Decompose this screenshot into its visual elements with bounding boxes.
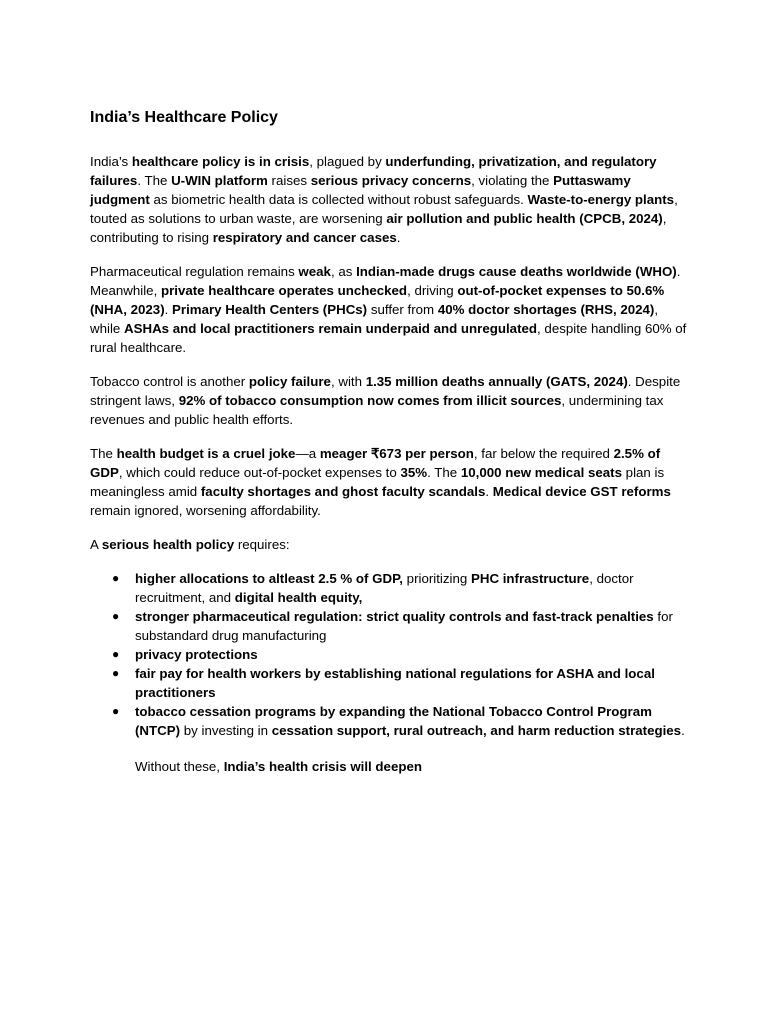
text-run: . (164, 302, 173, 317)
bold-text-run: Waste-to-energy plants (527, 192, 675, 207)
text-run: , as (330, 264, 357, 279)
bold-text-run: private healthcare operates unchecked (160, 283, 408, 298)
text-run: . Meanwhile, (90, 264, 681, 298)
bold-text-run: Medical device GST reforms (492, 484, 671, 499)
bold-text-run: Puttaswamy judgment (90, 173, 631, 207)
list-item (90, 569, 690, 607)
text-run: for substandard drug manufacturing (135, 609, 673, 643)
text-run: . The (427, 465, 461, 480)
bold-text-run: faculty shortages and ghost faculty scandals (200, 484, 486, 499)
text-run: , touted as solutions to urban waste, are worsening (90, 192, 678, 226)
text-run: by investing in (180, 723, 272, 738)
text-run: . (485, 484, 493, 499)
bold-text-run: digital health equity, (234, 590, 363, 605)
text-run: Tobacco control is another (90, 374, 249, 389)
bullet-icon: ● (112, 704, 120, 718)
text-run: plan is meaningless amid (90, 465, 665, 499)
text-run: The (90, 446, 117, 461)
requirements-list (90, 569, 690, 740)
bold-text-run: out-of-pocket expenses to 50.6% (NHA, 2023) (90, 283, 665, 317)
bold-text-run: 92% of tobacco consumption now comes from illicit sources (178, 393, 562, 408)
text-run: prioritizing (402, 571, 471, 586)
text-run: . Despite stringent laws, (90, 374, 681, 408)
text-run: requires: (234, 537, 290, 552)
bullet-icon: ● (112, 609, 120, 623)
bold-text-run: 2.5% of GDP (90, 446, 661, 480)
text-run: Pharmaceutical regulation remains (90, 264, 299, 279)
text-run: —a (295, 446, 320, 461)
bold-text-run: U-WIN platform (171, 173, 268, 188)
bold-text-run: health budget is a cruel joke (116, 446, 296, 461)
bold-text-run: healthcare policy is in crisis (131, 154, 310, 169)
bold-text-run: PHC infrastructure (470, 571, 590, 586)
bold-text-run: policy failure (248, 374, 331, 389)
bold-text-run: weak (298, 264, 331, 279)
text-run: , with (330, 374, 366, 389)
text-run: , driving (407, 283, 458, 298)
bold-text-run: Primary Health Centers (PHCs) (172, 302, 368, 317)
bullet-icon: ● (112, 571, 120, 585)
text-run: , undermining tax revenues and public health efforts. (90, 393, 664, 427)
document-page (90, 108, 690, 776)
bold-text-run: 35% (400, 465, 428, 480)
text-run: , while (90, 302, 659, 336)
text-run: , far below the required (473, 446, 614, 461)
bold-text-run: fair pay for health workers by establishing national regulations for ASHA and local practitioners (135, 666, 655, 700)
bold-text-run: tobacco cessation programs by expanding the National Tobacco Control Program (NTCP) (135, 704, 652, 738)
text-run: raises (267, 173, 311, 188)
bold-text-run: serious health policy (101, 537, 235, 552)
text-run: A (90, 537, 102, 552)
bold-text-run: cessation support, rural outreach, and harm reduction strategies (271, 723, 682, 738)
bold-text-run: respiratory and cancer cases (212, 230, 397, 245)
text-run: , plagued by (309, 154, 386, 169)
bold-text-run: higher allocations to altleast 2.5 % of GDP, (135, 571, 403, 586)
bold-text-run: privacy protections (135, 647, 258, 662)
text-run: India’s (90, 154, 132, 169)
bold-text-run: stronger pharmaceutical regulation: strict quality controls and fast-track penalties (135, 609, 654, 624)
bold-text-run: India’s health crisis will deepen (223, 759, 422, 774)
bold-text-run: 1.35 million deaths annually (GATS, 2024) (365, 374, 628, 389)
bold-text-run: Indian-made drugs cause deaths worldwide (WHO) (356, 264, 677, 279)
paragraph (90, 444, 690, 520)
text-run: . The (137, 173, 172, 188)
text-run: Without these, (135, 759, 224, 774)
bold-text-run: 10,000 new medical seats (460, 465, 622, 480)
text-run: . (396, 230, 401, 245)
bold-text-run: underfunding, privatization, and regulatory failures (90, 154, 657, 188)
bold-text-run: serious privacy concerns (310, 173, 472, 188)
text-run: , contributing to rising (90, 211, 667, 245)
bold-text-run: ASHAs and local practitioners remain underpaid and unregulated (124, 321, 538, 336)
text-run: as biometric health data is collected without robust safeguards. (149, 192, 528, 207)
list-item (90, 645, 690, 664)
bullet-icon: ● (112, 647, 120, 661)
text-run: remain ignored, worsening affordability. (90, 503, 321, 518)
list-item (90, 702, 690, 740)
text-run: , violating the (471, 173, 554, 188)
body-text (90, 152, 690, 554)
list-item (90, 664, 690, 702)
text-run: suffer from (367, 302, 438, 317)
paragraph (90, 262, 690, 357)
text-run: , despite handling 60% of rural healthcare. (90, 321, 687, 355)
paragraph (90, 535, 690, 554)
paragraph (90, 372, 690, 429)
list-item (90, 607, 690, 645)
bullet-icon: ● (112, 666, 120, 680)
closing-statement (135, 757, 690, 776)
bold-text-run: air pollution and public health (CPCB, 2024) (386, 211, 663, 226)
paragraph (90, 152, 690, 247)
text-run: . (681, 723, 685, 738)
bold-text-run: meager ₹673 per person (319, 446, 474, 461)
text-run: , which could reduce out-of-pocket expenses to (118, 465, 401, 480)
bold-text-run: 40% doctor shortages (RHS, 2024) (437, 302, 655, 317)
text-run: , doctor recruitment, and (135, 571, 634, 605)
document-title: India’s Healthcare Policy (90, 109, 278, 126)
